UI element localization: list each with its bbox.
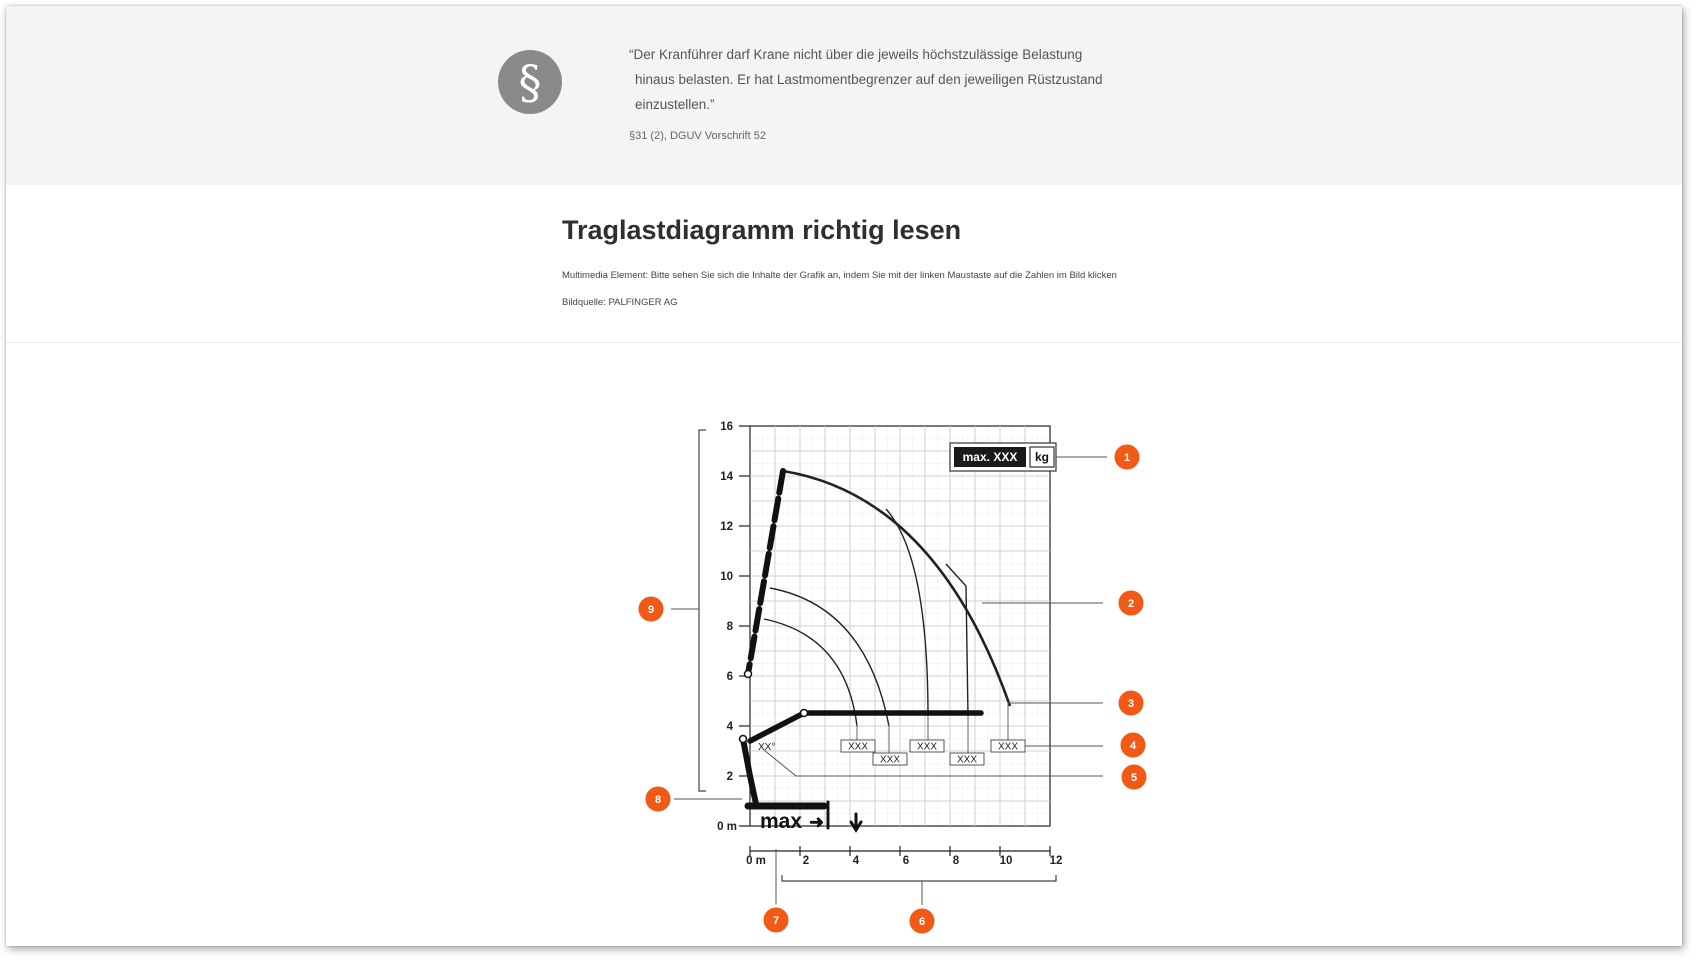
svg-text:5: 5: [1130, 772, 1138, 784]
y-tick-6: 6: [726, 671, 733, 683]
y-tick-16: 16: [720, 421, 733, 433]
svg-text:4: 4: [1129, 740, 1137, 752]
svg-text:3: 3: [1127, 698, 1135, 710]
y-tick-14: 14: [720, 471, 733, 483]
marker-5[interactable]: [1120, 763, 1148, 791]
quote-line-1: “Der Kranführer darf Krane nicht über die jeweils höchstzulässige Belastung: [629, 47, 1083, 62]
load-chart-diagram: [6, 6, 1682, 946]
image-credit: Bildquelle: PALFINGER AG: [562, 297, 678, 308]
marker-7[interactable]: [762, 906, 790, 934]
load-box-3: XXX: [916, 741, 938, 753]
paragraph-sign-icon: §: [498, 50, 562, 114]
instruction-text: Multimedia Element: Bitte sehen Sie sich die Inhalte der Grafik an, indem Sie mit der linken Maustaste auf die Zahlen im Bild klicken: [562, 270, 1117, 281]
y-tick-12: 12: [720, 521, 733, 533]
max-load-text: max. XXX: [962, 450, 1018, 464]
height-range-bracket: [699, 430, 706, 791]
y-tick-0: 0 m: [717, 821, 737, 833]
reach-range-bracket: [782, 875, 1056, 881]
load-box-5: XXX: [997, 741, 1019, 753]
load-box-4: XXX: [956, 754, 978, 766]
x-tick-10: 10: [999, 855, 1013, 867]
svg-text:6: 6: [918, 916, 926, 928]
y-tick-10: 10: [720, 571, 733, 583]
marker-2[interactable]: [1117, 589, 1145, 617]
y-tick-8: 8: [726, 621, 733, 633]
arrow-right-icon: ➜: [809, 812, 825, 832]
x-tick-6: 6: [902, 855, 910, 867]
y-tick-4: 4: [726, 721, 733, 733]
plot-grid: [739, 426, 1050, 856]
marker-4[interactable]: [1119, 731, 1147, 759]
load-box-1: XXX: [847, 741, 869, 753]
marker-8[interactable]: [644, 785, 672, 813]
x-tick-2: 2: [802, 855, 810, 867]
marker-1[interactable]: [1113, 443, 1141, 471]
unit-kg-text: kg: [1034, 450, 1050, 464]
marker-3[interactable]: [1117, 689, 1145, 717]
svg-text:1: 1: [1123, 452, 1131, 464]
svg-text:8: 8: [654, 794, 662, 806]
quote-line-2: hinaus belasten. Er hat Lastmomentbegrenzer auf den jeweiligen Rüstzustand: [635, 72, 1103, 87]
page-frame: [6, 6, 1682, 946]
y-tick-2: 2: [726, 771, 733, 783]
x-tick-0: 0 m: [746, 855, 766, 867]
svg-text:7: 7: [772, 915, 780, 927]
quote-line-3: einzustellen.”: [635, 97, 715, 112]
x-tick-4: 4: [852, 855, 860, 867]
svg-text:9: 9: [647, 604, 655, 616]
x-tick-12: 12: [1049, 855, 1063, 867]
page-title: Traglastdiagramm richtig lesen: [562, 215, 962, 245]
marker-9[interactable]: [637, 595, 665, 623]
quote-source: §31 (2), DGUV Vorschrift 52: [629, 130, 766, 142]
marker-6[interactable]: [908, 907, 936, 935]
svg-text:2: 2: [1127, 598, 1135, 610]
load-box-2: XXX: [879, 754, 901, 766]
x-tick-8: 8: [952, 855, 960, 867]
max-label: max: [760, 810, 803, 833]
angle-label: XX°: [758, 742, 776, 753]
